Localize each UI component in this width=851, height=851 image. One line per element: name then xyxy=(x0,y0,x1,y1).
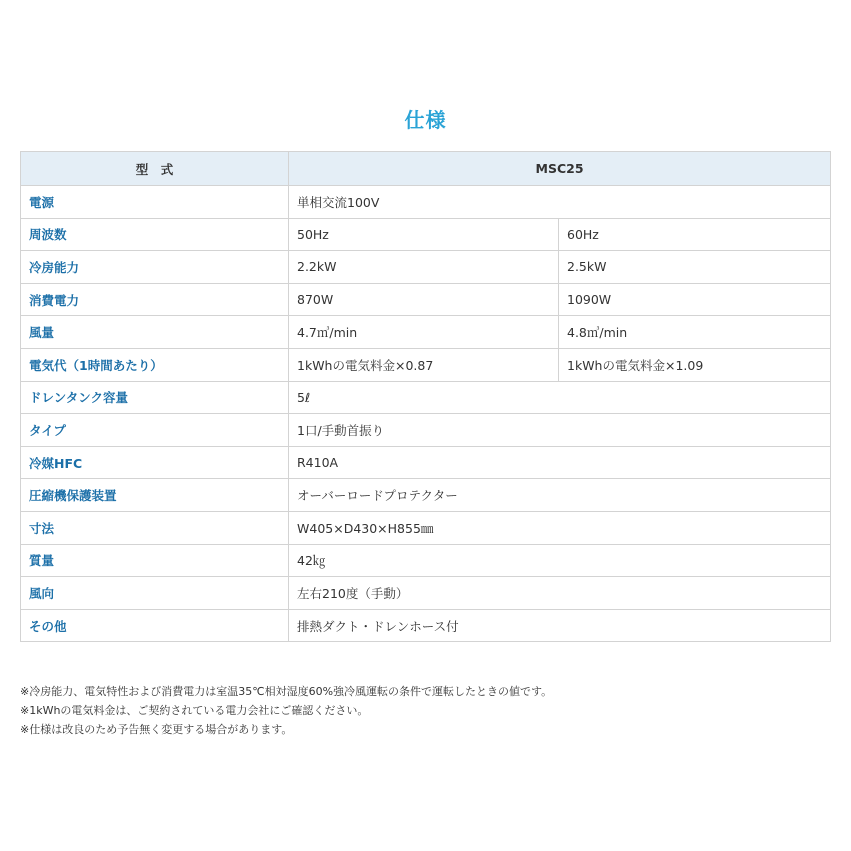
spec-table xyxy=(20,151,831,642)
row-label: 冷房能力 xyxy=(21,251,289,284)
row-label: 風向 xyxy=(21,577,289,610)
row-value-60hz: 1090W xyxy=(559,283,831,316)
row-value-60hz: 4.8㎥/min xyxy=(559,316,831,349)
table-row xyxy=(21,251,831,284)
notes xyxy=(20,682,831,739)
table-row xyxy=(21,381,831,414)
row-label: 冷媒HFC xyxy=(21,446,289,479)
row-label: 質量 xyxy=(21,544,289,577)
page-title: 仕様 xyxy=(404,108,447,132)
row-label: 風量 xyxy=(21,316,289,349)
table-row xyxy=(21,609,831,642)
table-row xyxy=(21,414,831,447)
row-value-50hz: 2.2kW xyxy=(289,251,559,284)
row-label: 寸法 xyxy=(21,511,289,544)
header-label: 型 式 xyxy=(21,152,289,186)
row-label: 圧縮機保護装置 xyxy=(21,479,289,512)
table-header-row xyxy=(21,152,831,186)
row-value: 5ℓ xyxy=(289,381,831,414)
note-item: ※1kWhの電気料金は、ご契約されている電力会社にご確認ください。 xyxy=(20,704,369,717)
table-row xyxy=(21,218,831,251)
row-value: R410A xyxy=(289,446,831,479)
table-row xyxy=(21,283,831,316)
table-row xyxy=(21,186,831,219)
row-value-50hz: 1kWhの電気料金×0.87 xyxy=(289,348,559,381)
row-label: 電源 xyxy=(21,186,289,219)
row-label: その他 xyxy=(21,609,289,642)
row-value: オーバーロードプロテクター xyxy=(289,479,831,512)
header-model: MSC25 xyxy=(289,152,831,186)
row-label: 消費電力 xyxy=(21,283,289,316)
row-label: 電気代（1時間あたり） xyxy=(21,348,289,381)
note-item: ※仕様は改良のため予告無く変更する場合があります。 xyxy=(20,723,293,736)
row-value: 排熱ダクト・ドレンホース付 xyxy=(289,609,831,642)
row-value: 単相交流100V xyxy=(289,186,831,219)
table-row xyxy=(21,348,831,381)
row-value-60hz: 1kWhの電気料金×1.09 xyxy=(559,348,831,381)
row-value-60hz: 2.5kW xyxy=(559,251,831,284)
table-row xyxy=(21,577,831,610)
row-value: 左右210度（手動） xyxy=(289,577,831,610)
row-label: タイプ xyxy=(21,414,289,447)
row-value-60hz: 60Hz xyxy=(559,218,831,251)
table-row xyxy=(21,316,831,349)
row-value-50hz: 4.7㎥/min xyxy=(289,316,559,349)
row-value: 1口/手動首振り xyxy=(289,414,831,447)
row-value: W405×D430×H855㎜ xyxy=(289,511,831,544)
row-label: ドレンタンク容量 xyxy=(21,381,289,414)
row-label: 周波数 xyxy=(21,218,289,251)
row-value-50hz: 870W xyxy=(289,283,559,316)
row-value: 42㎏ xyxy=(289,544,831,577)
table-row xyxy=(21,479,831,512)
table-row xyxy=(21,544,831,577)
note-item: ※冷房能力、電気特性および消費電力は室温35℃相対湿度60%強冷風運転の条件で運転したときの値です。 xyxy=(20,685,553,698)
table-row xyxy=(21,511,831,544)
row-value-50hz: 50Hz xyxy=(289,218,559,251)
table-row xyxy=(21,446,831,479)
